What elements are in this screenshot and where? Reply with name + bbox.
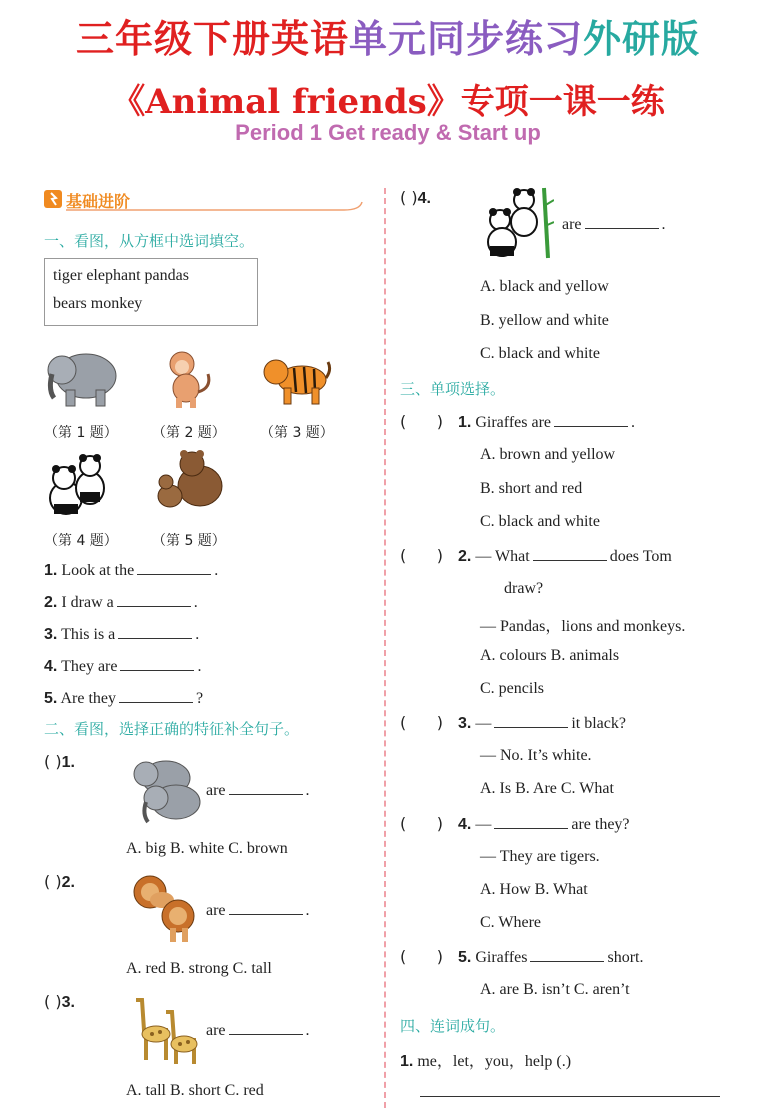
answer-blank[interactable] (229, 900, 303, 915)
elephant-icon (44, 346, 120, 410)
s3-q1-paren[interactable]: ( ) (400, 412, 443, 431)
answer-blank[interactable] (554, 412, 628, 427)
s1-question-3: 3. This is a . (44, 626, 200, 643)
caption-1: （第 1 题） (44, 425, 118, 441)
s3-q5-options[interactable]: A. are B. isn’t C. aren’t (480, 981, 630, 998)
answer-blank[interactable] (137, 560, 211, 575)
subtitle: 《Animal friends》专项一课一练 (111, 82, 665, 122)
s3-q2-option-c[interactable]: C. pencils (480, 680, 544, 697)
s3-q1-option-a[interactable]: A. brown and yellow (480, 446, 616, 463)
badge-label: 基础进阶 (66, 192, 131, 211)
s2-q2-paren[interactable]: ( )2. (44, 872, 75, 891)
s2-q4-option-a[interactable]: A. black and yellow (480, 278, 609, 295)
s2-q3-stem: are . (206, 1022, 310, 1039)
s3-q1-stem: 1. Giraffes are . (458, 414, 635, 431)
s3-q4-option-c[interactable]: C. Where (480, 914, 542, 931)
s1-question-5: 5. Are they ? (44, 690, 204, 707)
s1-question-4: 4. They are . (44, 658, 202, 675)
s3-q3-paren[interactable]: ( ) (400, 713, 443, 732)
s2-q3-options[interactable]: A. tall B. short C. red (126, 1082, 264, 1099)
s3-q4-answer: — They are tigers. (480, 848, 600, 865)
answer-blank[interactable] (530, 947, 604, 962)
section1-heading: 一、看图，从方框中选词填空。 (44, 232, 255, 250)
s4-question-1: 1. me，let，you，help (.) (400, 1053, 572, 1070)
s3-q1-option-b[interactable]: B. short and red (480, 480, 583, 497)
word-box-line2: bears monkey (53, 295, 143, 312)
s2-q4-option-b[interactable]: B. yellow and white (480, 312, 609, 329)
bears-icon (154, 448, 226, 510)
s3-q4-paren[interactable]: ( ) (400, 814, 443, 833)
answer-blank[interactable] (494, 814, 568, 829)
caption-2: （第 2 题） (152, 425, 226, 441)
title-part2: 单元同步练习 (348, 17, 583, 61)
s3-q1-option-c[interactable]: C. black and white (480, 513, 600, 530)
answer-blank[interactable] (229, 1020, 303, 1035)
s3-q3-options[interactable]: A. Is B. Are C. What (480, 780, 614, 797)
answer-blank[interactable] (117, 592, 191, 607)
s2-q2-options[interactable]: A. red B. strong C. tall (126, 960, 272, 977)
page-title (0, 8, 776, 63)
caption-3: （第 3 题） (260, 425, 334, 441)
caption-4: （第 4 题） (44, 533, 118, 549)
s3-q2-stem: 2. — What does Tom (458, 548, 672, 565)
answer-blank[interactable] (119, 688, 193, 703)
section4-heading: 四、连词成句。 (400, 1017, 506, 1035)
s3-q4-options[interactable]: A. How B. What (480, 881, 588, 898)
word-box-line1: tiger elephant pandas (53, 267, 189, 284)
s2-q4-option-c[interactable]: C. black and white (480, 345, 600, 362)
period-title: Period 1 Get ready & Start up (235, 120, 541, 145)
elephants-icon (126, 752, 202, 826)
tiger-icon (260, 350, 332, 408)
title-part1: 三年级下册英语 (75, 17, 349, 61)
s2-q1-paren[interactable]: ( )1. (44, 752, 75, 771)
column-divider (384, 188, 386, 1108)
answer-blank[interactable] (229, 780, 303, 795)
s2-q1-options[interactable]: A. big B. white C. brown (126, 840, 288, 857)
s4-answer-line[interactable] (420, 1096, 720, 1097)
title-part3: 外研版 (583, 17, 701, 61)
section2-heading: 二、看图，选择正确的特征补全句子。 (44, 720, 300, 738)
answer-blank[interactable] (120, 656, 194, 671)
s1-question-2: 2. I draw a . (44, 594, 198, 611)
caption-5: （第 5 题） (152, 533, 226, 549)
pandas-icon (44, 452, 110, 518)
s2-q4-paren[interactable]: ( )4. (400, 188, 431, 207)
lions-icon (126, 870, 202, 946)
word-box (44, 258, 258, 326)
pandas-bamboo-icon (482, 186, 554, 260)
s2-q3-paren[interactable]: ( )3. (44, 992, 75, 1011)
answer-blank[interactable] (494, 713, 568, 728)
answer-blank[interactable] (585, 214, 659, 229)
s1-question-1: 1. Look at the . (44, 562, 219, 579)
s3-q5-stem: 5. Giraffes short. (458, 949, 644, 966)
section-badge (44, 188, 364, 212)
s3-q4-stem: 4. — are they? (458, 816, 630, 833)
s3-q2-options[interactable]: A. colours B. animals (480, 647, 620, 664)
s3-q2-paren[interactable]: ( ) (400, 546, 443, 565)
monkey-icon (160, 348, 216, 410)
answer-blank[interactable] (533, 546, 607, 561)
s2-q4-stem: are . (562, 216, 666, 233)
s3-q2-line2: draw? (504, 580, 544, 597)
s3-q3-answer: — No. It’s white. (480, 747, 592, 764)
s2-q2-stem: are . (206, 902, 310, 919)
s3-q2-answer: — Pandas，lions and monkeys. (480, 618, 686, 635)
giraffes-icon (126, 990, 202, 1066)
section3-heading: 三、单项选择。 (400, 380, 506, 398)
s2-q1-stem: are . (206, 782, 310, 799)
s3-q3-stem: 3. — it black? (458, 715, 626, 732)
s3-q5-paren[interactable]: ( ) (400, 947, 443, 966)
answer-blank[interactable] (118, 624, 192, 639)
